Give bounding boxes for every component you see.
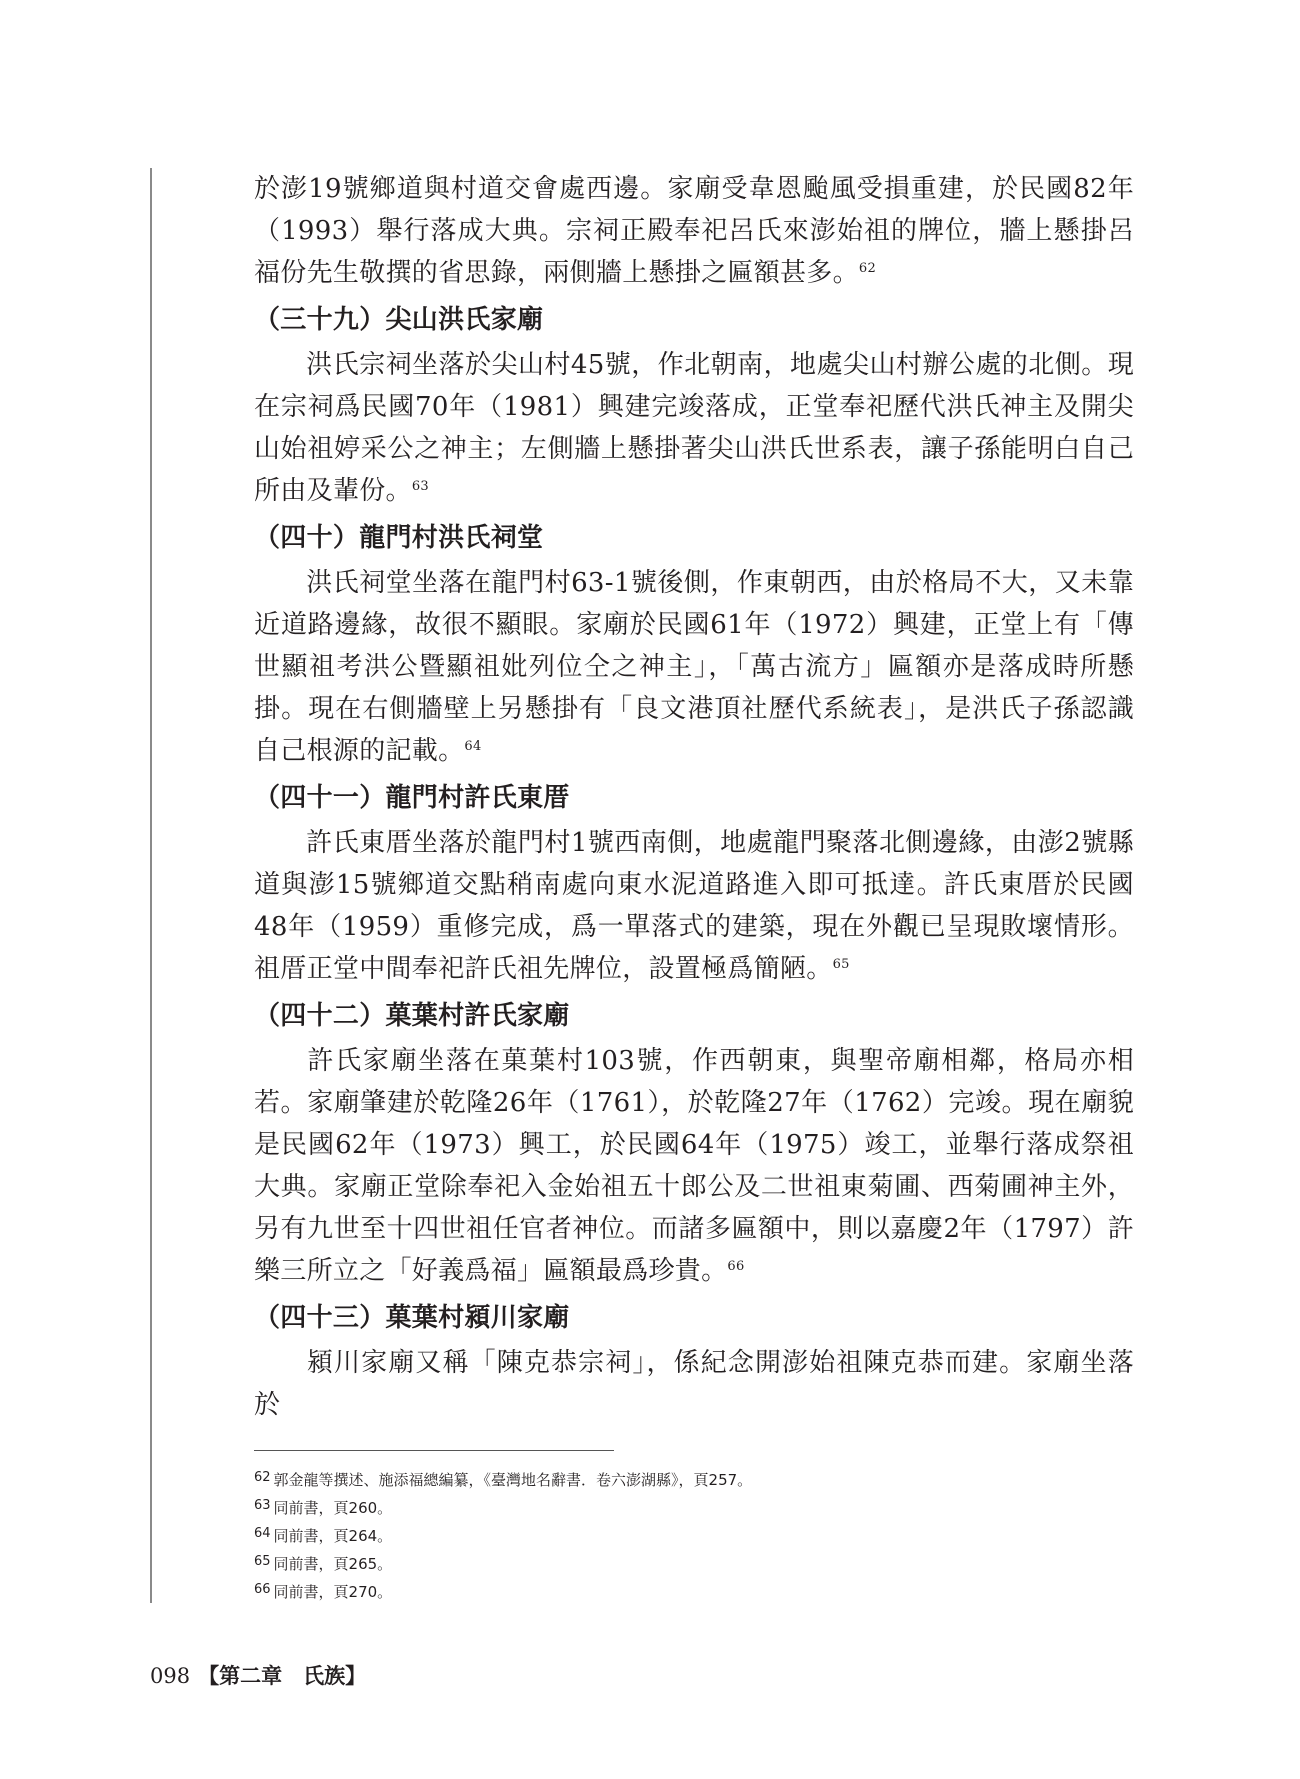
paragraph-2: 洪氏宗祠坐落於尖山村45號，作北朝南，地處尖山村辦公處的北側。現在宗祠爲民國70年（1981）興建完竣落成，正堂奉祀歷代洪氏神主及開尖山始祖婷采公之神主；左側牆上懸掛著尖山洪氏世系表，讓子孫能明白自己所由及輩份。$^{63}$ [254, 350, 1134, 506]
paragraph-4: 許氏東厝坐落於龍門村1號西南側，地處龍門聚落北側邊緣，由澎2號縣道與澎15號鄉道交點稍南處向東水泥道路進入即可抵達。許氏東厝於民國48年（1959）重修完成，爲一單落式的建築，現在外觀已呈現敗壞情形。祖厝正堂中間奉祀許氏祖先牌位，設置極爲簡陋。$^{65}$ [254, 828, 1134, 984]
footnote-ref-62: 62 [858, 261, 877, 276]
section-heading-41: （四十一）龍門村許氏東厝 [254, 783, 570, 813]
footnote-65: 65 同前書，頁265。 [254, 1554, 393, 1573]
footnote-63: 63 同前書，頁260。 [254, 1498, 393, 1517]
section-heading-39: （三十九）尖山洪氏家廟 [254, 305, 544, 335]
paragraph-6: 潁川家廟又稱「陳克恭宗祠」，係紀念開澎始祖陳克恭而建。家廟坐落於 [254, 1348, 1134, 1420]
paragraph-1: 於澎19號鄉道與村道交會處西邊。家廟受韋恩颱風受損重建，於民國82年（1993）舉行落成大典。宗祠正殿奉祀呂氏來澎始祖的牌位，牆上懸掛呂福份先生敬撰的省思錄，兩側牆上懸掛之匾額甚多。$^{62}$ [254, 174, 1134, 288]
footnote-ref-65: 65 [832, 957, 850, 972]
footnote-ref-64: 64 [464, 739, 482, 754]
page-number: 098 [150, 1664, 191, 1688]
page-footer [150, 1660, 366, 1690]
main-text [254, 168, 1134, 1426]
paragraph-5: 許氏家廟坐落在菓葉村103號，作西朝東，與聖帝廟相鄰，格局亦相若。家廟肇建於乾隆26年（1761），於乾隆27年（1762）完竣。現在廟貌是民國62年（1973）興工，於民國64年（1975）竣工，並舉行落成祭祖大典。家廟正堂除奉祀入金始祖五十郎公及二世祖東菊圃、西菊圃神主外，另有九世至十四世祖任官者神位。而諸多匾額中，則以嘉慶2年（1797）許樂三所立之「好義爲福」匾額最爲珍貴。$^{66}$ [254, 1046, 1134, 1286]
section-heading-40: （四十）龍門村洪氏祠堂 [254, 523, 544, 553]
footnote-66: 66 同前書，頁270。 [254, 1582, 393, 1601]
section-heading-43: （四十三）菓葉村潁川家廟 [254, 1303, 570, 1333]
chapter-title: 【第二章 氏族】 [198, 1663, 367, 1688]
footnote-64: 64 同前書，頁264。 [254, 1526, 393, 1545]
section-heading-42: （四十二）菓葉村許氏家廟 [254, 1001, 570, 1031]
footnote-ref-63: 63 [411, 479, 429, 494]
footnote-ref-66: 66 [727, 1259, 745, 1274]
footnotes [254, 1465, 1134, 1605]
footnote-divider [254, 1450, 614, 1451]
paragraph-3: 洪氏祠堂坐落在龍門村63-1號後側，作東朝西，由於格局不大，又未靠近道路邊緣，故很不顯眼。家廟於民國61年（1972）興建，正堂上有「傳世顯祖考洪公暨顯祖妣列位仝之神主」，「萬古流方」匾額亦是落成時所懸掛。現在右側牆壁上另懸掛有「良文港頂社歷代系統表」，是洪氏子孫認識自己根源的記載。$^{64}$ [254, 568, 1134, 766]
footnote-62: 62 郭金龍等撰述、施添福總編纂，《臺灣地名辭書．卷六澎湖縣》，頁257。 [254, 1470, 753, 1489]
margin-rule [150, 168, 152, 1603]
